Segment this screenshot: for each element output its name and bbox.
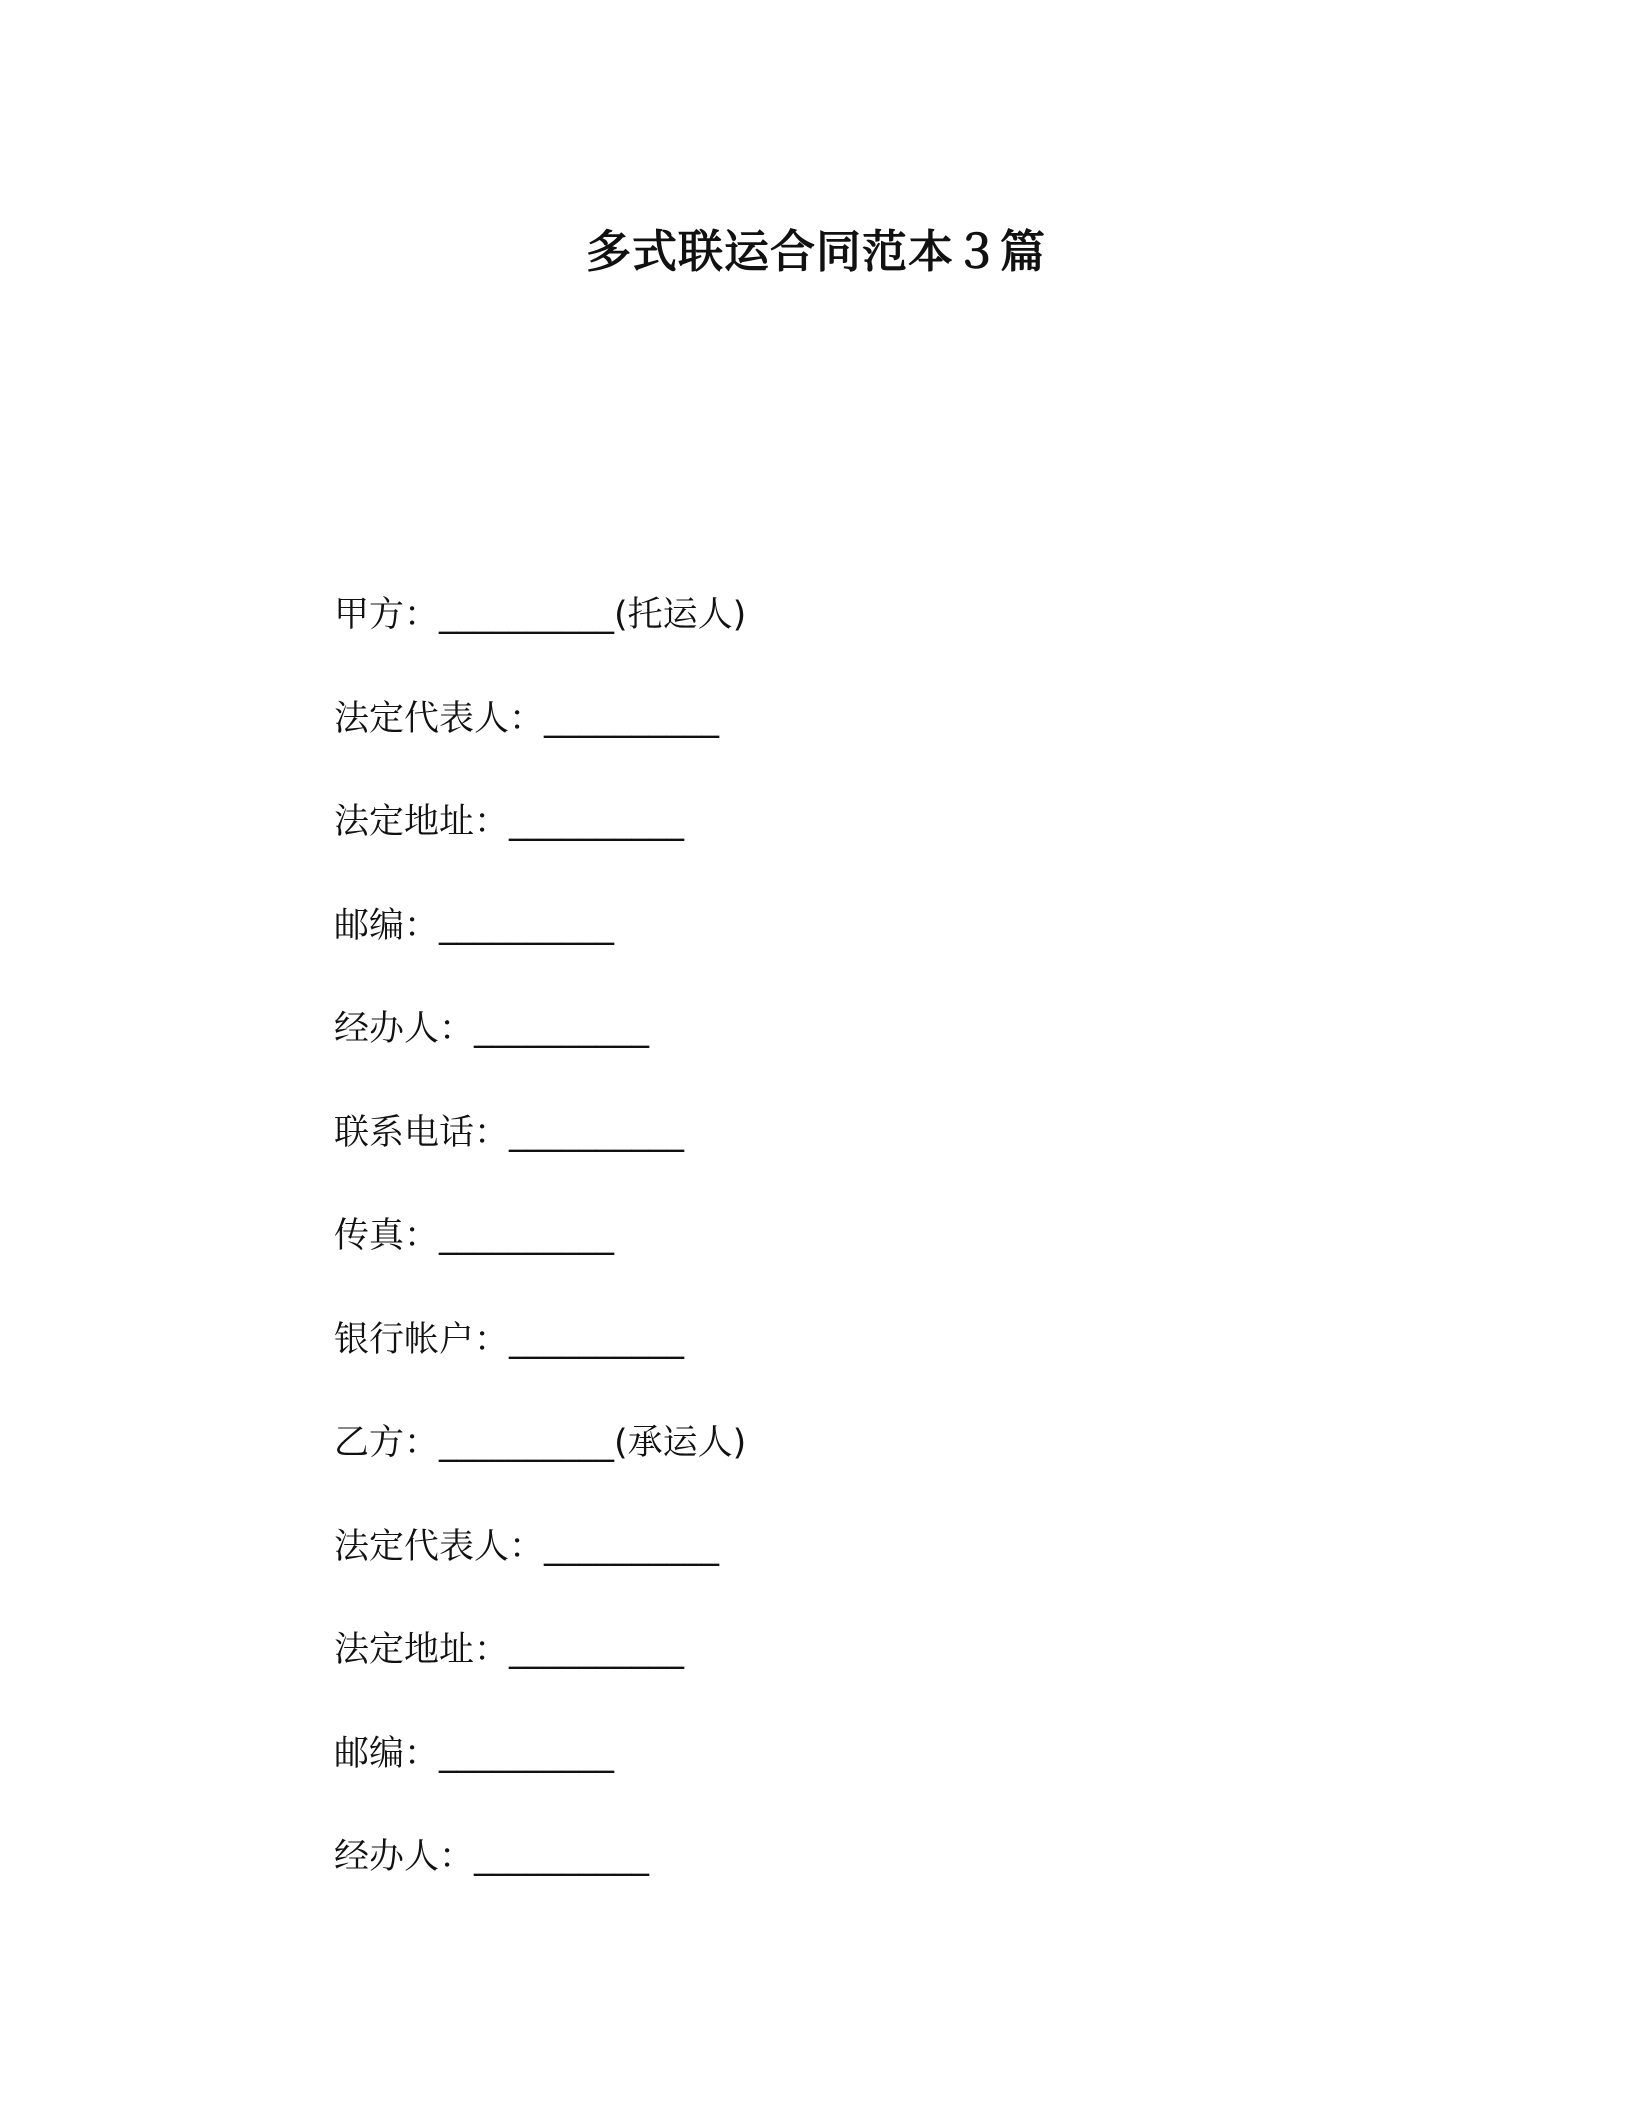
field-party-b-handler: 经办人：__________ (334, 1837, 650, 1877)
field-party-b-legal-address: 法定地址：__________ (334, 1630, 685, 1670)
document-title: 多式联运合同范本３篇 (585, 225, 1046, 278)
contract-party-fields (334, 590, 746, 1936)
field-party-b-legal-representative: 法定代表人：__________ (334, 1526, 720, 1567)
field-party-a-legal-address: 法定地址：__________ (334, 802, 685, 842)
field-party-a-bank-account: 银行帐户：__________ (334, 1319, 685, 1360)
field-party-b-postcode: 邮编：__________ (334, 1733, 615, 1774)
field-party-a-handler: 经办人：__________ (334, 1009, 650, 1049)
field-party-a-legal-representative: 法定代表人：__________ (334, 698, 720, 739)
field-party-a-postcode: 邮编：__________ (334, 905, 615, 946)
field-party-b: 乙方：__________(承运人) (334, 1423, 747, 1463)
field-party-a-phone: 联系电话：__________ (334, 1112, 685, 1153)
field-party-a-fax: 传真：__________ (334, 1216, 615, 1256)
field-party-a: 甲方：__________(托运人) (334, 595, 747, 635)
